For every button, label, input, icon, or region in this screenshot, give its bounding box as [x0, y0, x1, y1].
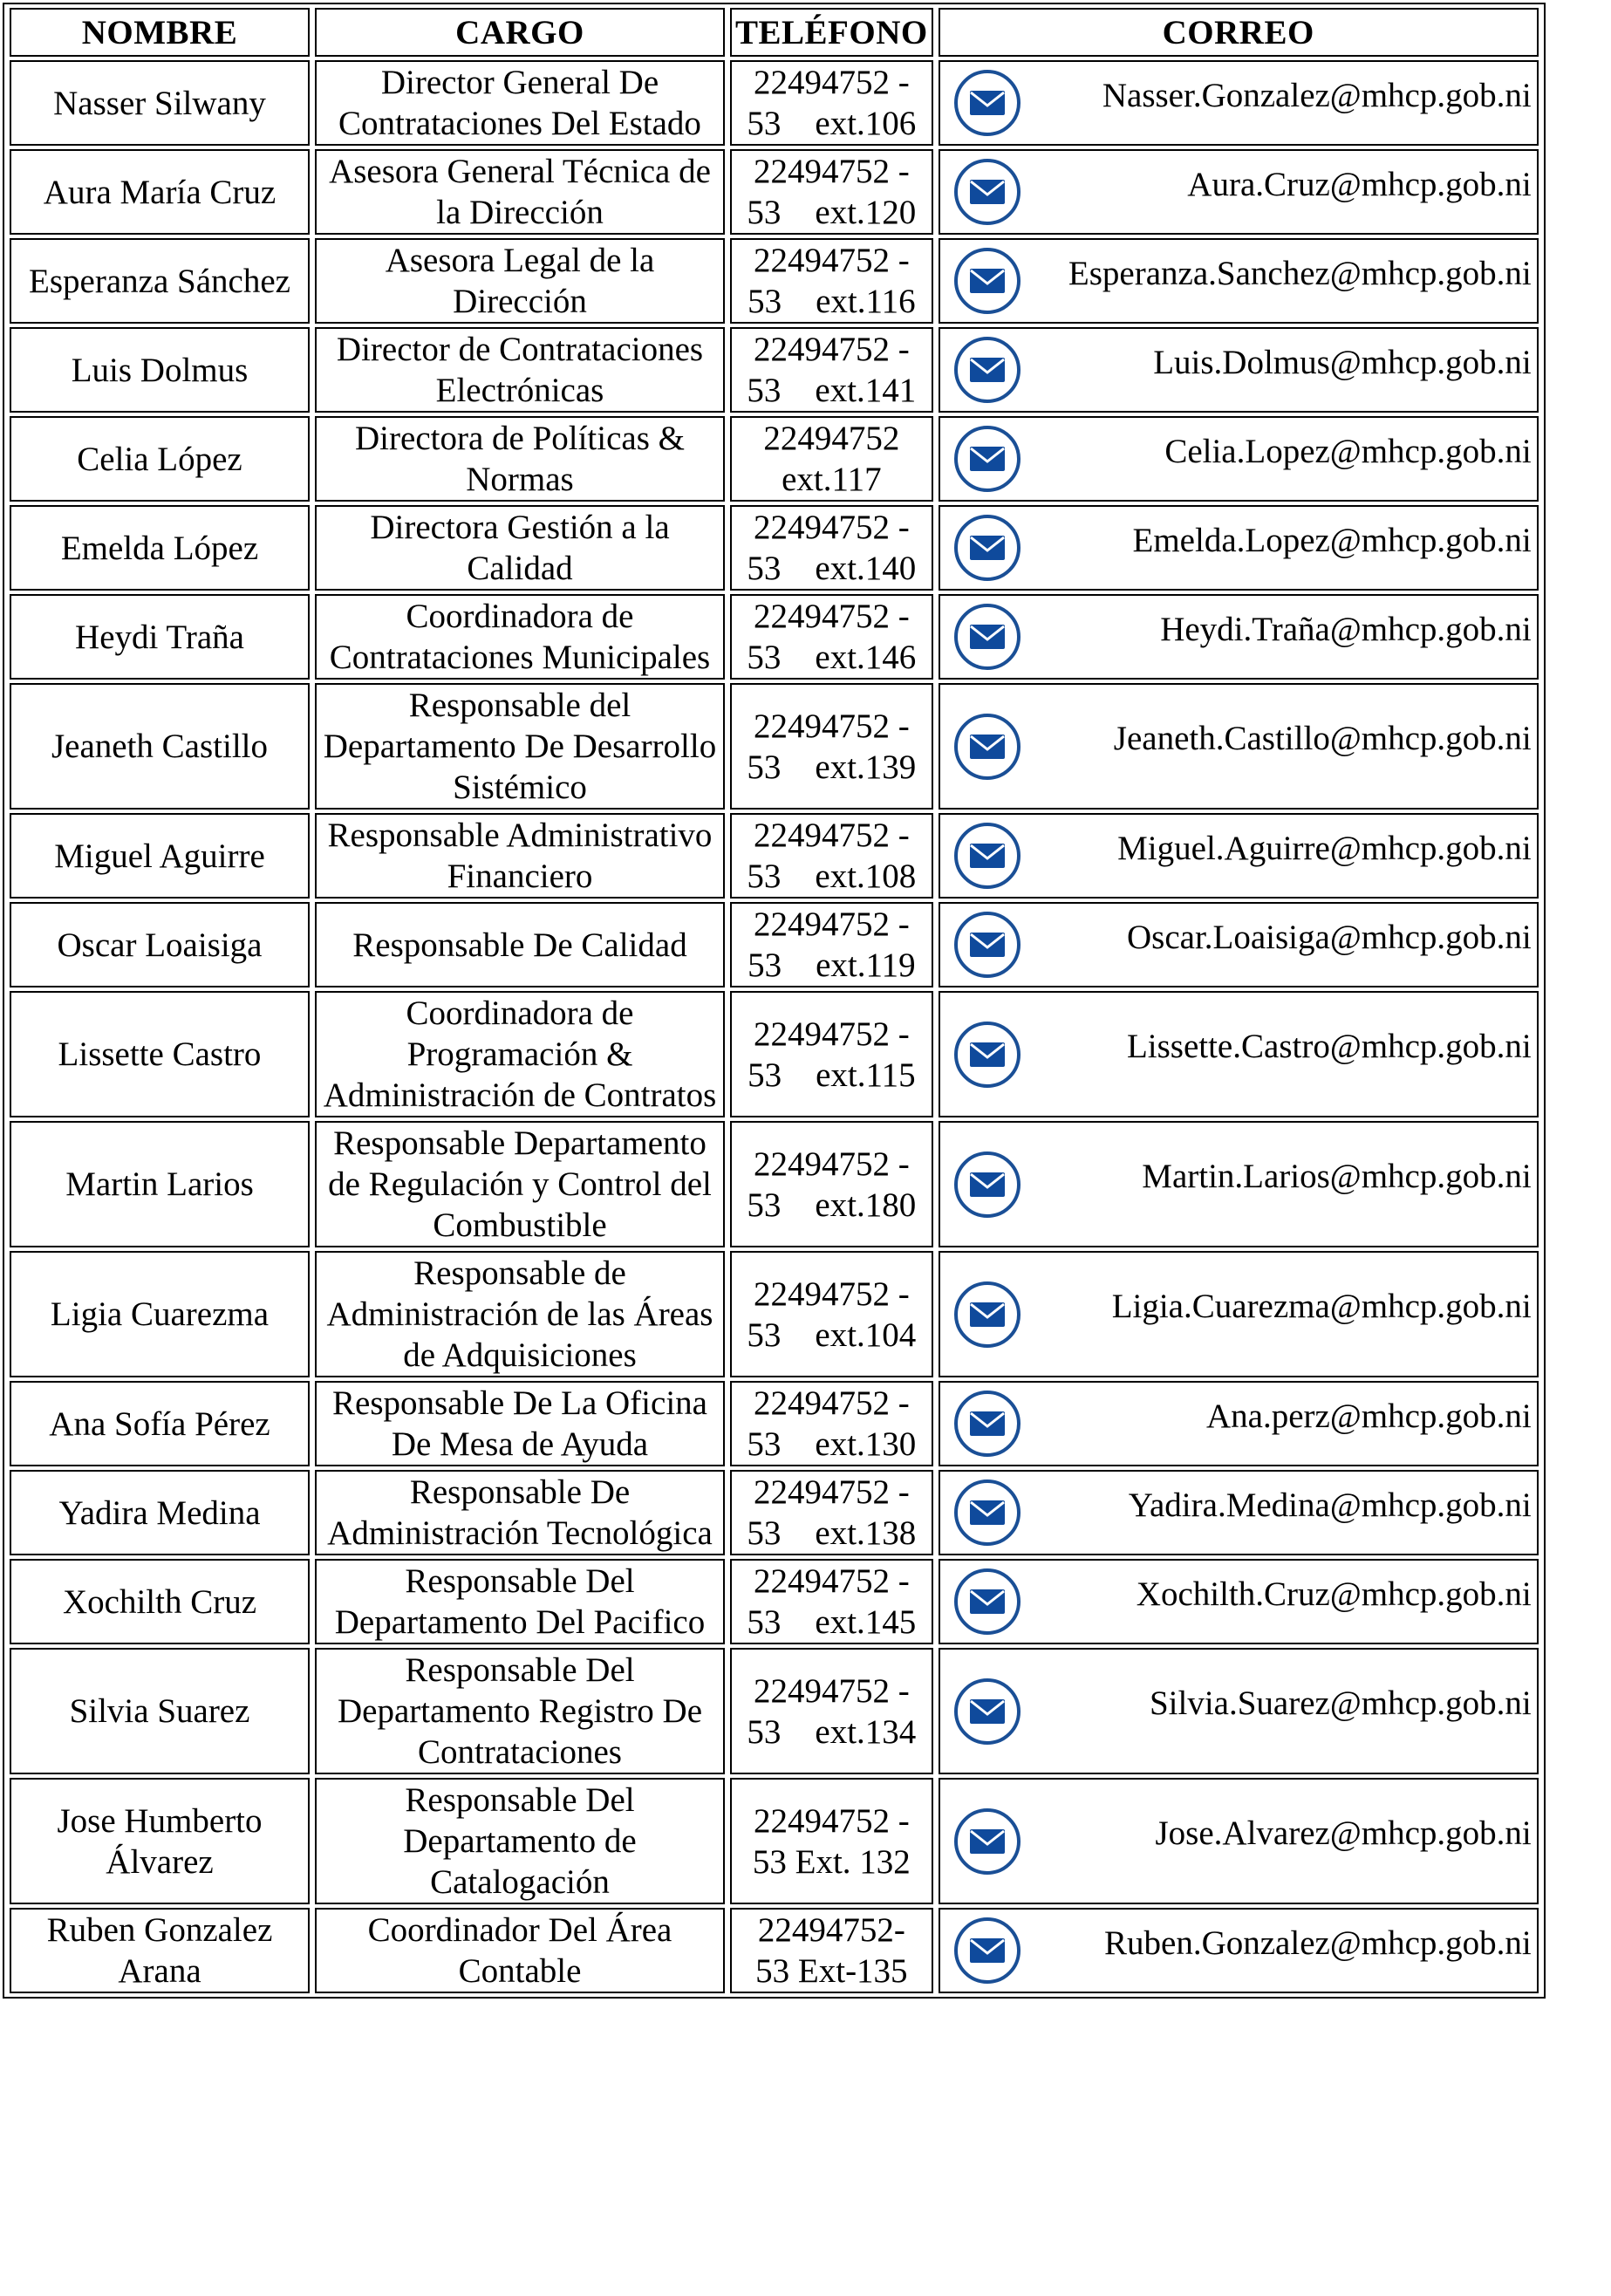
- envelope-circle-icon[interactable]: [952, 1150, 1022, 1220]
- table-row: [10, 1121, 1539, 1247]
- contact-phone: [730, 991, 933, 1117]
- envelope-circle-icon[interactable]: [952, 157, 1022, 227]
- contact-email-link[interactable]: Ana.perz@mhcp.gob.ni: [1205, 1397, 1532, 1435]
- phone-line-1: 22494752 -: [753, 1671, 910, 1710]
- table-row: [10, 238, 1539, 324]
- contact-name: Celia López: [10, 416, 310, 502]
- phone-line-2: 53 ext.139: [747, 748, 917, 786]
- contact-email-cell: [939, 60, 1539, 146]
- contact-email-cell: [939, 238, 1539, 324]
- table-row: [10, 991, 1539, 1117]
- table-body: [10, 60, 1539, 1993]
- envelope-circle-icon[interactable]: [952, 68, 1022, 138]
- table-row: [10, 1778, 1539, 1904]
- contact-email-cell: [939, 1559, 1539, 1644]
- contact-email-link[interactable]: Celia.Lopez@mhcp.gob.ni: [1164, 432, 1532, 470]
- phone-line-1: 22494752 -: [753, 817, 910, 854]
- phone-line-1: 22494752 -: [753, 598, 910, 635]
- contact-phone: [730, 1121, 933, 1247]
- contact-position: Asesora Legal de la Dirección: [315, 238, 725, 324]
- table-row: [10, 683, 1539, 810]
- contact-name: Jose Humberto Álvarez: [10, 1778, 310, 1904]
- phone-line-2: 53 ext.180: [747, 1186, 917, 1224]
- contact-phone: [730, 683, 933, 810]
- contact-email-cell: [939, 1381, 1539, 1466]
- phone-line-1: 22494752 -: [753, 905, 910, 943]
- contact-email-cell: [939, 683, 1539, 810]
- envelope-circle-icon[interactable]: [952, 513, 1022, 583]
- phone-line-2: 53 Ext-135: [755, 1952, 908, 1990]
- table-header: [10, 8, 1539, 57]
- contact-position: Responsable Del Departamento Del Pacifico: [315, 1559, 725, 1644]
- phone-line-2: 53 ext.116: [747, 283, 916, 320]
- phone-line-2: 53 Ext. 132: [752, 1842, 911, 1881]
- contact-email-link[interactable]: Jose.Alvarez@mhcp.gob.ni: [1155, 1814, 1532, 1852]
- contact-phone: [730, 327, 933, 413]
- contact-phone: [730, 1648, 933, 1774]
- contact-email-cell: [939, 505, 1539, 591]
- contact-email-cell: [939, 813, 1539, 899]
- contact-email-link[interactable]: Aura.Cruz@mhcp.gob.ni: [1187, 165, 1532, 203]
- envelope-circle-icon[interactable]: [952, 424, 1022, 494]
- contact-email-cell: [939, 1778, 1539, 1904]
- phone-line-1: 22494752 -: [753, 331, 910, 368]
- table-row: [10, 505, 1539, 591]
- contact-position: Responsable Del Departamento de Catalogación: [315, 1778, 725, 1904]
- header-row: [10, 8, 1539, 57]
- table-row: [10, 1908, 1539, 1993]
- phone-line-2: 53 ext.138: [747, 1514, 917, 1552]
- contact-name: Aura María Cruz: [10, 149, 310, 235]
- phone-line-2: ext.117: [782, 461, 882, 498]
- contact-phone: [730, 238, 933, 324]
- contact-phone: [730, 1559, 933, 1644]
- phone-line-1: 22494752: [763, 420, 900, 457]
- phone-line-1: 22494752 -: [753, 1274, 910, 1313]
- contact-name: Miguel Aguirre: [10, 813, 310, 899]
- contact-email-link[interactable]: Lissette.Castro@mhcp.gob.ni: [1126, 1028, 1532, 1065]
- contact-name: Silvia Suarez: [10, 1648, 310, 1774]
- contact-name: Xochilth Cruz: [10, 1559, 310, 1644]
- contact-phone: [730, 60, 933, 146]
- table-row: [10, 1559, 1539, 1644]
- contact-name: Emelda López: [10, 505, 310, 591]
- contact-phone: [730, 594, 933, 680]
- contacts-table: [3, 3, 1546, 1999]
- phone-line-1: 22494752 -: [753, 242, 910, 279]
- contact-email-cell: [939, 416, 1539, 502]
- envelope-circle-icon[interactable]: [952, 1389, 1022, 1459]
- contact-name: Lissette Castro: [10, 991, 310, 1117]
- contact-position: Responsable De Calidad: [315, 902, 725, 987]
- phone-line-2: 53 ext.119: [747, 946, 916, 984]
- contact-phone: [730, 1251, 933, 1377]
- contact-email-cell: [939, 1648, 1539, 1774]
- envelope-circle-icon[interactable]: [952, 1677, 1022, 1746]
- phone-line-2: 53 ext.115: [747, 1056, 916, 1094]
- contact-name: Heydi Traña: [10, 594, 310, 680]
- phone-line-2: 53 ext.130: [747, 1425, 917, 1463]
- contact-position: Responsable Del Departamento Registro De Contrataciones: [315, 1648, 725, 1774]
- contact-email-cell: [939, 1251, 1539, 1377]
- envelope-circle-icon[interactable]: [952, 712, 1022, 782]
- phone-line-2: 53 ext.145: [747, 1603, 917, 1641]
- table-row: [10, 1251, 1539, 1377]
- header-telefono: TELÉFONO: [730, 8, 933, 57]
- phone-line-1: 22494752 -: [753, 1384, 910, 1422]
- contact-email-link[interactable]: Xochilth.Cruz@mhcp.gob.ni: [1136, 1575, 1532, 1613]
- envelope-circle-icon[interactable]: [952, 335, 1022, 405]
- contact-phone: [730, 902, 933, 987]
- contact-position: Coordinadora de Contrataciones Municipales: [315, 594, 725, 680]
- contact-email-link[interactable]: Heydi.Traña@mhcp.gob.ni: [1160, 610, 1532, 648]
- phone-line-1: 22494752 -: [753, 1015, 910, 1053]
- phone-line-1: 22494752 -: [753, 1562, 910, 1600]
- contact-position: Coordinador Del Área Contable: [315, 1908, 725, 1993]
- contact-phone: [730, 1778, 933, 1904]
- phone-line-2: 53 ext.108: [747, 858, 917, 895]
- contact-email-link[interactable]: Nasser.Gonzalez@mhcp.gob.ni: [1102, 76, 1532, 114]
- envelope-circle-icon[interactable]: [952, 1020, 1022, 1090]
- contact-name: Oscar Loaisiga: [10, 902, 310, 987]
- envelope-circle-icon[interactable]: [952, 910, 1022, 980]
- phone-line-1: 22494752 -: [753, 1145, 910, 1183]
- table-row: [10, 594, 1539, 680]
- envelope-circle-icon[interactable]: [952, 821, 1022, 891]
- table-row: [10, 149, 1539, 235]
- envelope-circle-icon[interactable]: [952, 246, 1022, 316]
- contact-position: Responsable Administrativo Financiero: [315, 813, 725, 899]
- contact-email-cell: [939, 149, 1539, 235]
- contact-position: Responsable De Administración Tecnológica: [315, 1470, 725, 1555]
- contact-phone: [730, 505, 933, 591]
- contact-name: Luis Dolmus: [10, 327, 310, 413]
- contact-phone: [730, 416, 933, 502]
- table-row: [10, 1648, 1539, 1774]
- phone-line-1: 22494752 -: [753, 153, 910, 190]
- contact-name: Ligia Cuarezma: [10, 1251, 310, 1377]
- phone-line-2: 53 ext.146: [747, 639, 917, 676]
- contact-email-cell: [939, 991, 1539, 1117]
- contact-name: Jeaneth Castillo: [10, 683, 310, 810]
- contact-email-link[interactable]: Oscar.Loaisiga@mhcp.gob.ni: [1126, 918, 1532, 956]
- contact-email-link[interactable]: Ruben.Gonzalez@mhcp.gob.ni: [1104, 1924, 1532, 1962]
- phone-line-1: 22494752 -: [753, 64, 910, 101]
- contact-email-cell: [939, 1908, 1539, 1993]
- contact-email-link[interactable]: Jeaneth.Castillo@mhcp.gob.ni: [1113, 720, 1532, 757]
- contact-name: Martin Larios: [10, 1121, 310, 1247]
- envelope-circle-icon[interactable]: [952, 1916, 1022, 1985]
- envelope-circle-icon[interactable]: [952, 1280, 1022, 1350]
- contact-position: Directora de Políticas & Normas: [315, 416, 725, 502]
- contact-email-link[interactable]: Miguel.Aguirre@mhcp.gob.ni: [1117, 829, 1532, 867]
- contact-email-link[interactable]: Martin.Larios@mhcp.gob.ni: [1142, 1158, 1532, 1195]
- contact-email-link[interactable]: Esperanza.Sanchez@mhcp.gob.ni: [1068, 254, 1532, 292]
- contact-position: Responsable de Administración de las Áreas de Adquisiciones: [315, 1251, 725, 1377]
- contact-email-link[interactable]: Emelda.Lopez@mhcp.gob.ni: [1132, 521, 1532, 559]
- contact-email-cell: [939, 327, 1539, 413]
- envelope-circle-icon[interactable]: [952, 1567, 1022, 1637]
- table-row: [10, 1470, 1539, 1555]
- contact-phone: [730, 149, 933, 235]
- phone-line-1: 22494752 -: [753, 1473, 910, 1511]
- contact-phone: [730, 1470, 933, 1555]
- contact-position: Director de Contrataciones Electrónicas: [315, 327, 725, 413]
- contact-position: Coordinadora de Programación & Administración de Contratos: [315, 991, 725, 1117]
- header-correo: CORREO: [939, 8, 1539, 57]
- phone-line-2: 53 ext.120: [747, 194, 917, 231]
- contact-name: Nasser Silwany: [10, 60, 310, 146]
- contact-position: Asesora General Técnica de la Dirección: [315, 149, 725, 235]
- contact-email-cell: [939, 594, 1539, 680]
- contact-position: Director General De Contrataciones Del Estado: [315, 60, 725, 146]
- contact-phone: [730, 813, 933, 899]
- contact-position: Responsable Departamento de Regulación y Control del Combustible: [315, 1121, 725, 1247]
- contact-name: Ana Sofía Pérez: [10, 1381, 310, 1466]
- contact-name: Esperanza Sánchez: [10, 238, 310, 324]
- phone-line-2: 53 ext.106: [747, 105, 917, 142]
- phone-line-2: 53 ext.140: [747, 550, 917, 587]
- contact-phone: [730, 1381, 933, 1466]
- table-row: [10, 813, 1539, 899]
- table-row: [10, 902, 1539, 987]
- contact-email-cell: [939, 1121, 1539, 1247]
- contact-email-link[interactable]: Luis.Dolmus@mhcp.gob.ni: [1153, 343, 1532, 381]
- table-row: [10, 416, 1539, 502]
- header-nombre: NOMBRE: [10, 8, 310, 57]
- contact-name: Ruben Gonzalez Arana: [10, 1908, 310, 1993]
- contact-position: Responsable del Departamento De Desarrollo Sistémico: [315, 683, 725, 810]
- envelope-circle-icon[interactable]: [952, 1478, 1022, 1548]
- table-row: [10, 60, 1539, 146]
- contact-name: Yadira Medina: [10, 1470, 310, 1555]
- phone-line-1: 22494752-: [757, 1911, 905, 1949]
- contact-phone: [730, 1908, 933, 1993]
- phone-line-2: 53 ext.141: [747, 372, 917, 409]
- phone-line-1: 22494752 -: [753, 707, 910, 745]
- contact-email-cell: [939, 1470, 1539, 1555]
- envelope-circle-icon[interactable]: [952, 1807, 1022, 1876]
- contact-email-link[interactable]: Silvia.Suarez@mhcp.gob.ni: [1149, 1684, 1532, 1722]
- table-row: [10, 327, 1539, 413]
- phone-line-2: 53 ext.104: [747, 1315, 917, 1354]
- phone-line-2: 53 ext.134: [747, 1712, 917, 1751]
- table-row: [10, 1381, 1539, 1466]
- contact-position: Directora Gestión a la Calidad: [315, 505, 725, 591]
- phone-line-1: 22494752 -: [753, 509, 910, 546]
- contact-email-link[interactable]: Yadira.Medina@mhcp.gob.ni: [1128, 1486, 1532, 1524]
- contact-position: Responsable De La Oficina De Mesa de Ayuda: [315, 1381, 725, 1466]
- header-cargo: CARGO: [315, 8, 725, 57]
- phone-line-1: 22494752 -: [753, 1801, 910, 1840]
- contact-email-link[interactable]: Ligia.Cuarezma@mhcp.gob.ni: [1111, 1288, 1532, 1325]
- contact-email-cell: [939, 902, 1539, 987]
- envelope-circle-icon[interactable]: [952, 602, 1022, 672]
